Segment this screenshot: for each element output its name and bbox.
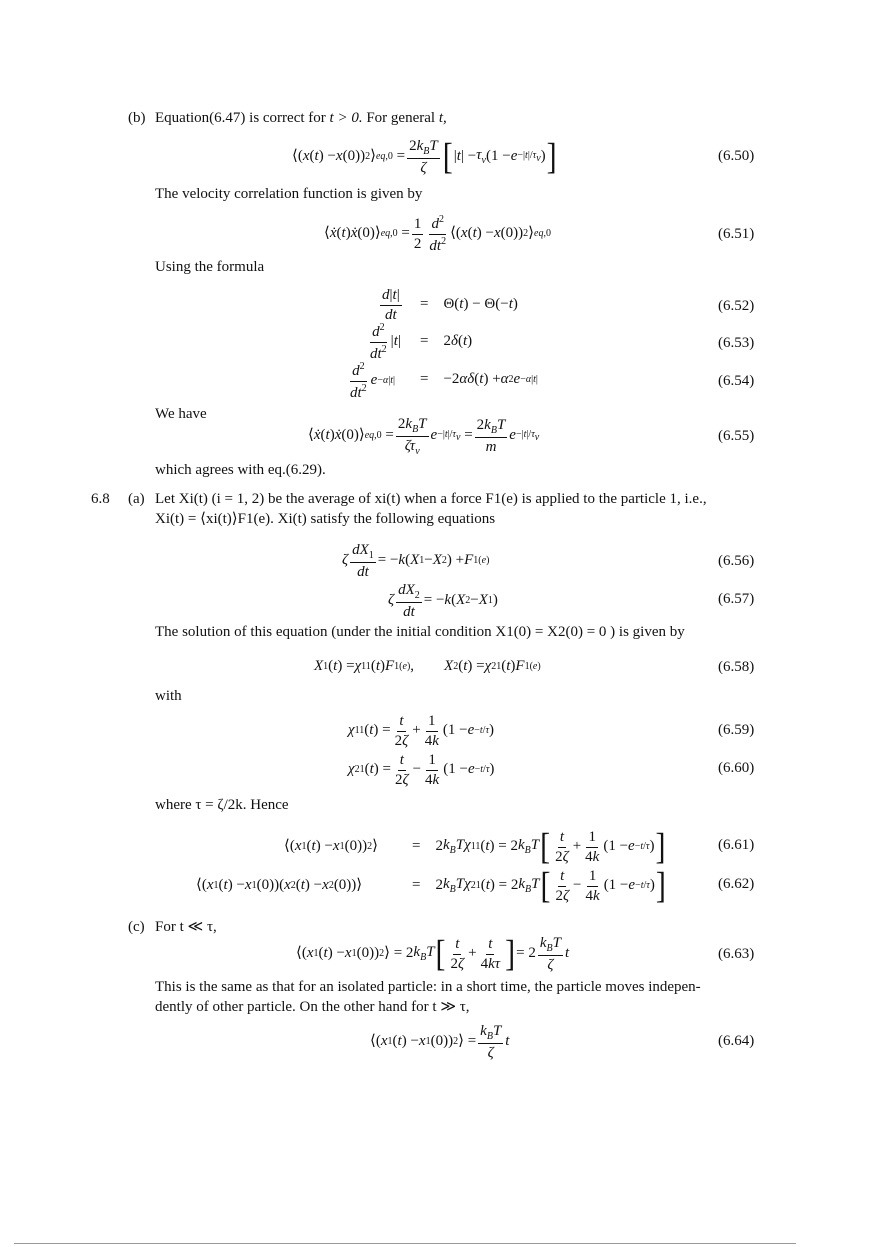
- we-have-text: We have: [155, 406, 207, 422]
- with-text: with: [155, 688, 182, 704]
- isolated-line-1: This is the same as that for an isolated particle: in a short time, the particle moves indepen-: [155, 979, 701, 995]
- intro-mid: For general: [366, 110, 436, 126]
- part-c-label: (c): [128, 919, 145, 935]
- equation-6-56: ζ $\frac{dX_1}{dt}$ = − k ( X 1 − X 2 ) + F 1 (e): [342, 541, 490, 580]
- eq-number-6-51: (6.51): [718, 226, 755, 242]
- part-a-label: (a): [128, 491, 145, 507]
- equation-6-57: ζ $\frac{dX_2}{dt}$ = − k ( X 2 − X 1 ): [388, 581, 498, 620]
- part-a-line-1: Let Xi(t) (i = 1, 2) be the average of xi(t) when a force F1(e) is applied to the particle 1, i.e.,: [155, 491, 707, 507]
- eq-6-52-rhs: = Θ( t ) − Θ(− t ): [420, 296, 518, 312]
- intro-cond1: t > 0.: [329, 110, 363, 126]
- eq-number-6-52: (6.52): [718, 298, 755, 314]
- equation-6-50: ⟨( x ( t ) − x (0)) 2 ⟩ eq,0 = $\frac{2k_BT}{\zeta}$ [ | t | − $\tau_v$ (1 − e $-|t|/\tau_v$ ) ]: [292, 135, 557, 177]
- equation-6-61-rhs: = 2 $k_BT\chi$ 11 ( t ) = 2 $k_BT$ [ $\frac{t}{2\zeta}$ + $\frac{1}{4k}$ (1 − e −t/τ ) ]: [412, 825, 666, 867]
- eq-6-54-rhs: = −2 αδ ( t ) + α 2 e −α|t|: [420, 371, 538, 387]
- eq-number-6-53: (6.53): [718, 335, 755, 351]
- equation-6-64: ⟨( x 1 ( t ) − x 1 (0)) 2 ⟩ = $\frac{k_BT}{\zeta}$ t: [370, 1022, 510, 1061]
- eq-number-6-60: (6.60): [718, 760, 755, 776]
- equation-6-60: χ 21 ( t ) = $\frac{t}{2\zeta}$ − $\frac{1}{4k}$ (1 − e −t/τ ): [348, 752, 495, 788]
- velocity-text: The velocity correlation function is given by: [155, 186, 423, 202]
- equation-6-62-lhs: ⟨( x 1 ( t ) − x 1 (0))( x 2 ( t ) − x 2 (0))⟩: [196, 877, 363, 894]
- eq-number-6-64: (6.64): [718, 1033, 755, 1049]
- solution-text: The solution of this equation (under the initial condition X1(0) = X2(0) = 0 ) is given by: [155, 624, 685, 640]
- footer-rule: [14, 1243, 796, 1244]
- equation-6-51: ⟨ ẋ ( t ) ẋ (0)⟩ eq,0 = $\frac{1}{2}$ $\frac{d^2}{dt^2}$ ⟨( x ( t ) − x (0)) 2 ⟩ eq,0: [324, 214, 551, 254]
- equation-6-59: χ 11 ( t ) = $\frac{t}{2\zeta}$ + $\frac{1}{4k}$ (1 − e −t/τ ): [348, 713, 495, 749]
- agrees-text: which agrees with eq.(6.29).: [155, 462, 326, 478]
- part-b-intro: [155, 110, 447, 127]
- eq-number-6-54: (6.54): [718, 373, 755, 389]
- part-c-text: For t ≪ τ,: [155, 919, 217, 935]
- equation-6-62-rhs: = 2 $k_BT\chi$ 21 ( t ) = 2 $k_BT$ [ $\frac{t}{2\zeta}$ − $\frac{1}{4k}$ (1 − e −t/τ ) ]: [412, 864, 666, 906]
- eq-6-53-rhs: = 2 δ ( t ): [420, 333, 473, 349]
- eq-number-6-57: (6.57): [718, 591, 755, 607]
- part-b-label: (b): [128, 110, 146, 126]
- equation-6-54: $\frac{d^2}{dt^2}$ e −α|t|: [350, 361, 396, 401]
- eq-number-6-61: (6.61): [718, 837, 755, 853]
- eq-number-6-59: (6.59): [718, 722, 755, 738]
- where-text: where τ = ζ/2k. Hence: [155, 797, 289, 813]
- intro-text: Equation(6.47) is correct for: [155, 110, 326, 126]
- isolated-line-2: dently of other particle. On the other hand for t ≫ τ,: [155, 999, 470, 1015]
- intro-cond2: t,: [438, 110, 447, 126]
- equation-6-53: $\frac{d^2}{dt^2}$ | t |: [370, 322, 401, 362]
- part-a-line-2: Xi(t) = ⟨xi(t)⟩F1(e). Xi(t) satisfy the following equations: [155, 511, 496, 527]
- equation-6-61-lhs: ⟨( x 1 ( t ) − x 1 (0)) 2 ⟩: [284, 838, 378, 855]
- formula-text: Using the formula: [155, 259, 265, 275]
- eq-number-6-50: (6.50): [718, 148, 755, 164]
- eq-number-6-62: (6.62): [718, 876, 755, 892]
- eq-number-6-56: (6.56): [718, 553, 755, 569]
- equation-6-55: ⟨ ẋ ( t ) ẋ (0)⟩ eq,0 = $\frac{2k_BT}{\zeta\tau_v}$ e $-|t|/\tau_v$ = $\frac{2k_BT}{m}$ e $-|t|/\tau_v$: [308, 415, 540, 457]
- equation-6-63: ⟨( x 1 ( t ) − x 1 (0)) 2 ⟩ = 2 $k_BT$ [ $\frac{t}{2\zeta}$ + $\frac{t}{4k\tau}$ ] = 2 $\frac{k_BT}{\zeta}$ t: [296, 932, 570, 974]
- equation-6-58: X 1 ( t ) = χ 11 ( t ) F 1 (e) , X 2 ( t ) = χ 21 ( t ) F 1 (e): [314, 658, 541, 675]
- eq-number-6-63: (6.63): [718, 946, 755, 962]
- equation-6-52: $\frac{d|t|}{dt}$: [382, 287, 400, 323]
- problem-number: 6.8: [91, 491, 110, 507]
- eq-number-6-55: (6.55): [718, 428, 755, 444]
- eq-number-6-58: (6.58): [718, 659, 755, 675]
